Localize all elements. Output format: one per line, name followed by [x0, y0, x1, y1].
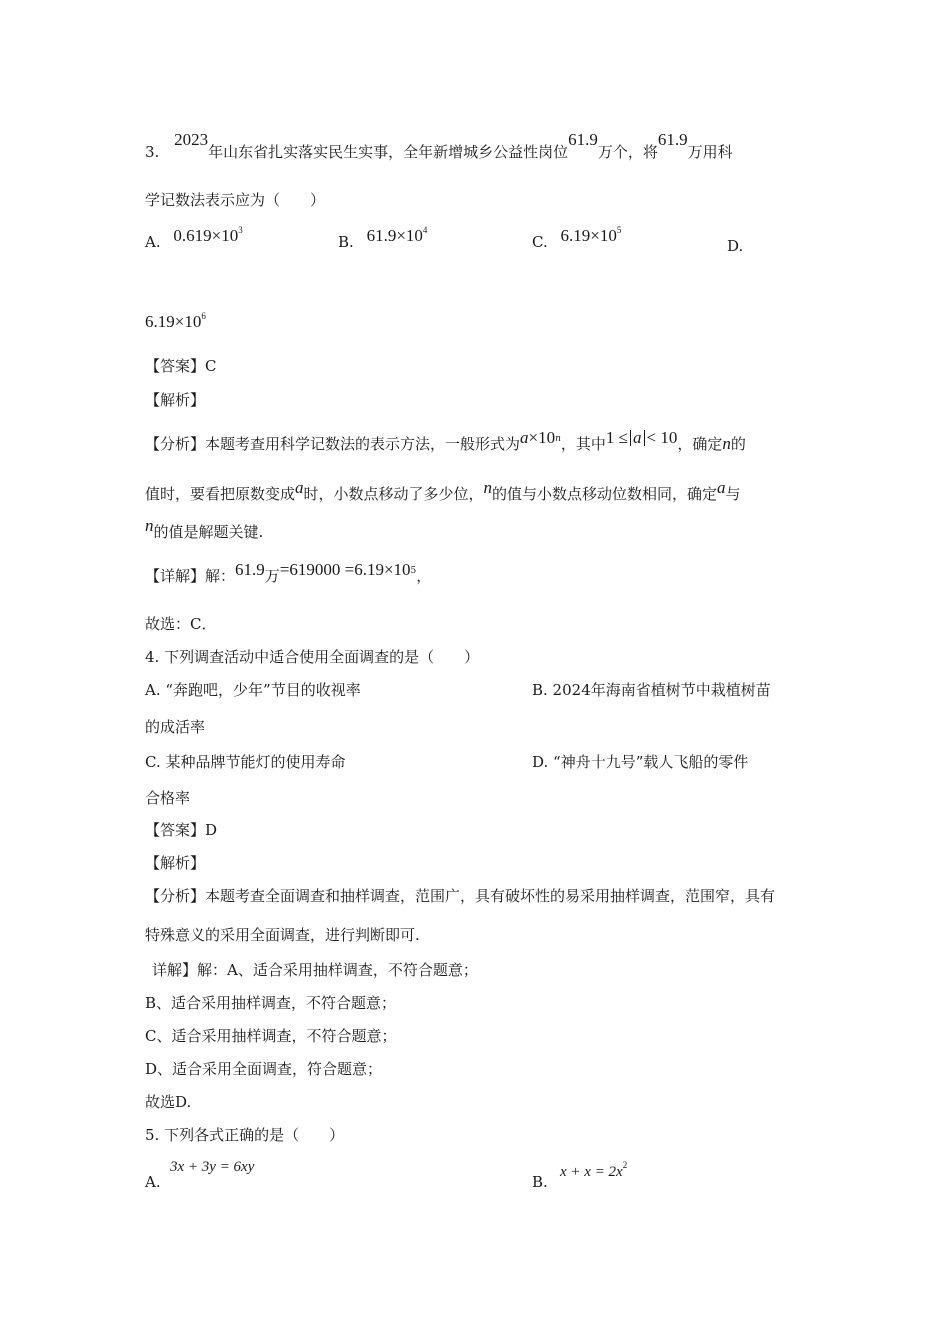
option-d-label: D. — [727, 237, 744, 255]
option-d-continued: 合格率 — [145, 789, 191, 807]
math-var: a — [717, 478, 726, 497]
choose-line: 故选：C． — [145, 615, 217, 633]
question-4-stem: 4. 下列调查活动中适合使用全面调查的是（ ） — [145, 648, 480, 666]
question-text: 万个，将 — [597, 143, 658, 161]
detail-label: 【详解】解： — [145, 567, 236, 585]
option-c — [532, 225, 622, 254]
option-label: B. — [338, 233, 354, 251]
times-ten: ×10 — [590, 226, 617, 245]
option-label: C. — [532, 233, 548, 251]
analysis-heading: 【解析】 — [145, 854, 206, 872]
question-3-line-2: 学记数法表示应为（ ） — [145, 191, 326, 209]
math-var: n — [722, 434, 731, 453]
analysis-heading: 【解析】 — [145, 391, 206, 409]
option-d: D. “神舟十九号”载人飞船的零件 — [532, 753, 749, 771]
option-base: 61.9 — [366, 226, 397, 245]
analysis-text: 时，小数点移动了多少位， — [303, 485, 484, 503]
math-var: a — [295, 478, 304, 497]
question-3-line-1 — [145, 130, 733, 162]
inequality-left: 1 ≤ — [605, 428, 629, 447]
analysis-text: 值时，要看把原数变成 — [145, 485, 296, 503]
times-ten: ×10 — [528, 428, 556, 447]
exponent: n — [555, 434, 561, 444]
inequality-right: < 10 — [646, 428, 678, 447]
choose-line: 故选D. — [145, 1093, 192, 1111]
detail-unit: 万 — [264, 567, 280, 585]
detail-line-3: C、适合采用抽样调查，不符合题意； — [145, 1027, 397, 1045]
option-exponent: 4 — [422, 225, 428, 235]
option-a: A. “奔跑吧，少年”节目的收视率 — [145, 681, 361, 699]
analysis-text: ，其中 — [560, 435, 606, 453]
expression: x + x = 2x — [560, 1164, 623, 1180]
option-a — [145, 225, 243, 254]
question-5-stem: 5. 下列各式正确的是（ ） — [145, 1126, 345, 1144]
year-value: 2023 — [174, 130, 209, 149]
punctuation: ， — [416, 567, 432, 585]
analysis-text: 与 — [725, 485, 741, 503]
math-var: n — [483, 478, 493, 497]
math-value: 61.9 — [235, 560, 265, 579]
exponent: 2 — [622, 1160, 628, 1170]
question-number: 3. — [145, 143, 160, 161]
times-ten: ×10 — [174, 312, 202, 331]
detail-line-1: 详解】解：A、适合采用抽样调查，不符合题意； — [152, 961, 478, 979]
option-c: C. 某种品牌节能灯的使用寿命 — [145, 753, 346, 771]
detail-line — [145, 560, 432, 589]
option-label: A. — [145, 233, 161, 251]
answer-label: 【答案】C — [145, 357, 217, 375]
times-ten: ×10 — [211, 226, 239, 245]
option-a-expression: 3x + 3y = 6xy — [170, 1159, 255, 1175]
detail-line-4: D、适合采用全面调查，符合题意； — [145, 1060, 383, 1078]
option-base: 6.19 — [560, 226, 591, 245]
detail-equation: =619000 =6.19×10 — [279, 560, 411, 579]
analysis-line-2 — [145, 478, 741, 504]
analysis-line-1 — [145, 428, 746, 457]
option-b-expression — [560, 1162, 627, 1183]
analysis-text: 的值与小数点移动位数相同，确定 — [492, 485, 718, 503]
math-value: 61.9 — [657, 130, 688, 149]
answer-label: 【答案】D — [145, 821, 218, 839]
option-d-value — [145, 312, 206, 334]
option-exponent: 3 — [238, 225, 243, 235]
analysis-line-1: 【分析】本题考查全面调查和抽样调查，范围广，具有破坏性的易采用抽样调查，范围窄，具有 — [145, 887, 776, 905]
option-a-label: A. — [145, 1173, 161, 1191]
analysis-text: 的 — [730, 435, 746, 453]
option-exponent: 6 — [201, 311, 206, 321]
analysis-text: 【分析】本题考查用科学记数法的表示方法，一般形式为 — [145, 435, 521, 453]
option-exponent: 5 — [616, 225, 622, 235]
analysis-line-3 — [145, 516, 264, 542]
analysis-text: ，确定 — [677, 435, 723, 453]
option-b-label: B. — [532, 1173, 548, 1191]
exponent: 5 — [410, 566, 417, 576]
math-value: 61.9 — [568, 130, 598, 149]
detail-line-2: B、适合采用抽样调查，不符合题意； — [145, 994, 397, 1012]
math-var: a — [520, 428, 529, 447]
analysis-line-2: 特殊意义的采用全面调查，进行判断即可. — [145, 926, 420, 944]
abs-bar — [630, 430, 631, 446]
option-b-continued: 的成活率 — [145, 718, 206, 736]
times-ten: ×10 — [396, 226, 423, 245]
option-b: B. 2024年海南省植树节中栽植树苗 — [532, 681, 771, 699]
math-var: a — [633, 428, 642, 447]
question-text: 万用科 — [687, 143, 733, 161]
option-b — [338, 225, 428, 254]
abs-bar — [644, 430, 645, 446]
analysis-text: 的值是解题关键. — [153, 523, 264, 541]
question-text: 年山东省扎实落实民生实事，全年新增城乡公益性岗位 — [208, 143, 569, 161]
option-base: 6.19 — [145, 312, 175, 331]
math-var: n — [145, 516, 154, 535]
option-base: 0.619 — [173, 226, 212, 245]
